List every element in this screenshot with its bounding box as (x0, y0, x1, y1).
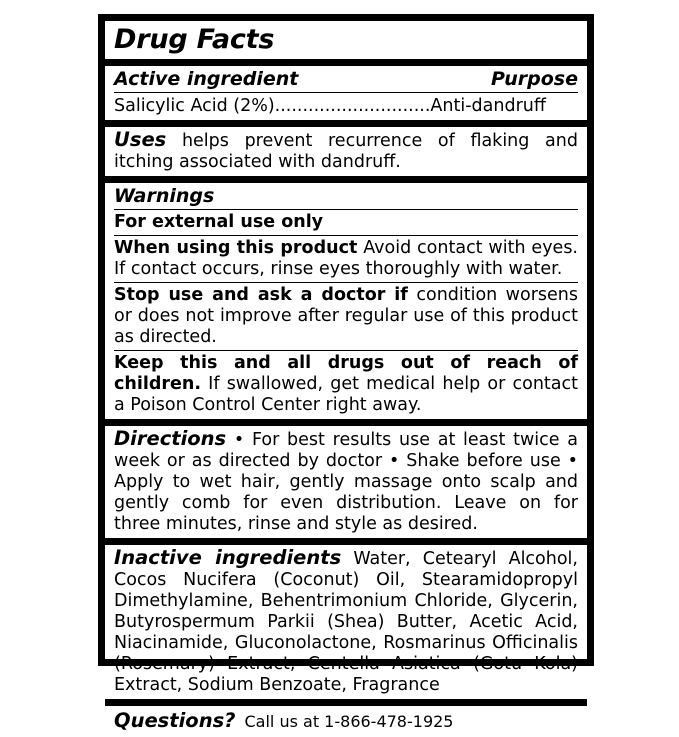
drug-facts-panel (98, 14, 594, 732)
directions-paragraph (114, 428, 578, 535)
purpose-heading: Purpose (491, 68, 578, 90)
warnings-external-use: For external use only (114, 212, 324, 232)
warning-text: condition worsens or does not improve after regular use of this product as directed. (114, 285, 578, 347)
questions-phone: Call us at 1-866-478-1925 (244, 712, 454, 731)
page-title: Drug Facts (114, 24, 275, 55)
directions-heading: Directions (114, 427, 227, 450)
uses-heading: Uses (114, 128, 167, 151)
inactive-ingredients-paragraph (114, 547, 578, 696)
divider-bar-warnings (105, 419, 587, 426)
divider-bar-inactive (105, 699, 587, 706)
active-ingredient-heading: Active ingredient (114, 68, 299, 90)
warnings-rule-3 (114, 282, 578, 283)
warnings-section (105, 183, 587, 419)
questions-heading: Questions? (114, 709, 236, 732)
warning-text: If swallowed, get medical help or contact a Poison Control Center right away. (114, 374, 578, 415)
panel-title-section (105, 21, 587, 59)
warning-text: Avoid contact with eyes. If contact occurs, rinse eyes thoroughly with water. (114, 238, 578, 279)
uses-text: helps prevent recurrence of flaking and itching associated with dandruff. (114, 131, 578, 172)
uses-section (105, 127, 587, 176)
divider-bar-active (105, 120, 587, 127)
warning-heading: When using this product (114, 238, 358, 258)
active-ingredient-section (105, 66, 587, 120)
warning-item (114, 285, 578, 348)
inactive-ingredients-text: Water, Cetearyl Alcohol, Cocos Nucifera (Coconut) Oil, Stearamidopropyl Dimethylamine, Behentrimonium Chloride, Glycerin, Butyrospermum Parkii (Shea) Butter, Acetic Acid, Niacinamide, Gluconolactone, Rosmarinus Officinalis (Rosemary) Extract, Centella Asiatica (Gotu Kola) Extract, Sodium Benzoate, Fragrance (114, 549, 578, 695)
directions-text: • For best results use at least twice a week or as directed by doctor • Shake before use • Apply to wet hair, gently massage onto scalp and gently comb for even distribution. Leave on for three minutes, rinse and style as desired. (114, 430, 578, 534)
divider-bar-uses (105, 176, 587, 183)
inactive-ingredients-heading: Inactive ingredients (114, 546, 342, 569)
warning-item (114, 353, 578, 416)
active-ingredient-line: Salicylic Acid (2%)............................Anti-dandruff (114, 96, 546, 116)
divider-bar-directions (105, 538, 587, 545)
active-ingredient-rule (114, 92, 578, 93)
warnings-rule-2 (114, 235, 578, 236)
warnings-heading: Warnings (114, 185, 215, 207)
warning-heading: Stop use and ask a doctor if (114, 285, 408, 305)
inactive-ingredients-section (105, 545, 587, 699)
warning-heading: Keep this and all drugs out of reach of children. (114, 353, 578, 394)
warning-item (114, 238, 578, 280)
directions-section (105, 426, 587, 538)
drug-facts-panel-inner (105, 21, 587, 737)
divider-bar-title (105, 59, 587, 66)
warnings-rule-4 (114, 350, 578, 351)
active-ingredient-headings (114, 68, 578, 91)
warnings-rule (114, 209, 578, 210)
uses-paragraph (114, 129, 578, 173)
questions-section (105, 706, 587, 737)
